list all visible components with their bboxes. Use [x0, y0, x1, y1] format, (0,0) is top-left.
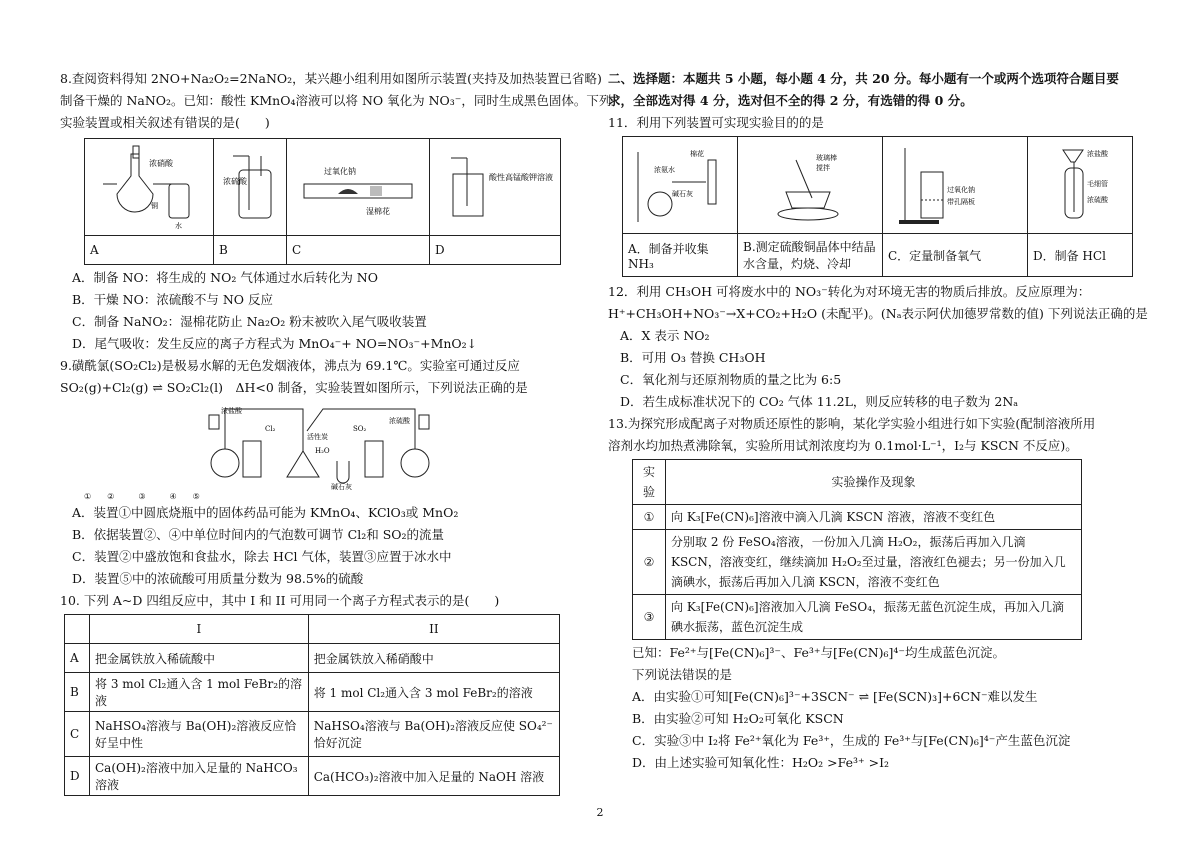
q10-head-ii: II	[308, 615, 559, 644]
q10-row-a-i: 把金属铁放入稀硫酸中	[90, 644, 309, 673]
q13-stem-line1: 13.为探究形成配离子对物质还原性的影响，某化学实验小组进行如下实验(配制溶液所用	[608, 416, 1096, 431]
q13-option-d: D．由上述实验可知氧化性：H₂O₂ >Fe³⁺ >I₂	[632, 755, 890, 770]
q11-cell-a: A．制备并收集 NH₃	[623, 234, 738, 277]
q13-head-exp: 实验	[633, 460, 666, 505]
q13-note: 已知：Fe²⁺与[Fe(CN)₆]³⁻、Fe³⁺与[Fe(CN)₆]⁴⁻均生成蓝色沉淀。	[632, 645, 1006, 660]
q10-row-b-ii: 将 1 mol Cl₂通入含 3 mol FeBr₂的溶液	[308, 673, 559, 712]
q11-label-porous-plate: 带孔隔板	[947, 198, 975, 206]
q12-stem-line1: 12．利用 CH₃OH 可将废水中的 NO₃⁻转化为对环境无害的物质后排放。反应原理为：	[608, 284, 1091, 299]
q8-apparatus-d	[430, 139, 561, 236]
q9-label-conc-hcl: 浓盐酸	[221, 407, 242, 415]
q8-option-d: D．尾气吸收：发生反应的离子方程式为 MnO₄⁻+ NO=NO₃⁻+MnO₂↓	[72, 336, 478, 351]
q10-row-d-ii: Ca(HCO₃)₂溶液中加入足量的 NaOH 溶液	[308, 757, 559, 796]
q13-row3-text: 向 K₃[Fe(CN)₆]溶液加入几滴 FeSO₄，振荡无蓝色沉淀生成，再加入几滴碘水振荡，蓝色沉淀生成	[666, 595, 1082, 640]
q9-device-numbers: ① ② ③ ④ ⑤	[84, 492, 200, 501]
q11-label-capillary: 毛细管	[1087, 180, 1108, 188]
table-row	[633, 530, 1082, 595]
q11-apparatus-table	[622, 136, 1133, 277]
table-row	[65, 757, 560, 796]
q11-label-conc-h2so4: 浓硫酸	[1087, 196, 1108, 204]
q10-row-b-label: B	[65, 673, 90, 712]
q9-label-cl2: Cl₂	[265, 425, 276, 433]
q11-cell-c: C．定量制备氧气	[883, 234, 1028, 277]
page-number: 2	[596, 806, 604, 819]
q8-label-wet-cotton: 湿棉花	[366, 207, 390, 216]
q10-row-a-ii: 把金属铁放入稀硝酸中	[308, 644, 559, 673]
q13-row2-num: ②	[633, 530, 666, 595]
table-row	[65, 712, 560, 757]
q8-label-cu: 铜	[151, 202, 158, 210]
q8-label-kmno4: 酸性高锰酸钾溶液	[489, 173, 553, 182]
table-row	[633, 505, 1082, 530]
q10-row-c-i: NaHSO₄溶液与 Ba(OH)₂溶液反应恰好呈中性	[90, 712, 309, 757]
q10-row-d-label: D	[65, 757, 90, 796]
q10-table	[64, 614, 560, 796]
q13-head-ops: 实验操作及现象	[666, 460, 1082, 505]
q8-option-a: A．制备 NO：将生成的 NO₂ 气体通过水后转化为 NO	[72, 270, 378, 285]
q11-apparatus-d	[1028, 137, 1133, 234]
q8-cell-c: C	[287, 236, 430, 265]
q10-row-a-label: A	[65, 644, 90, 673]
q12-option-b: B．可用 O₃ 替换 CH₃OH	[620, 350, 766, 365]
q10-head-blank	[65, 615, 90, 644]
q11-label-na2o2: 过氧化钠	[947, 186, 975, 194]
q11-apparatus-a	[623, 137, 738, 234]
q11-stem: 11．利用下列装置可实现实验目的的是	[608, 115, 824, 130]
q13-option-c: C．实验③中 I₂将 Fe²⁺氧化为 Fe³⁺，生成的 Fe³⁺与[Fe(CN)₆]⁴⁻产生蓝色沉淀	[632, 733, 1071, 748]
q11-label-ammonia: 浓氨水	[654, 166, 675, 174]
q9-label-soda-lime: 碱石灰	[331, 483, 352, 491]
q11-apparatus-b	[738, 137, 883, 234]
q9-option-a: A．装置①中圆底烧瓶中的固体药品可能为 KMnO₄、KClO₃或 MnO₂	[72, 505, 459, 520]
q13-row1-text: 向 K₃[Fe(CN)₆]溶液中滴入几滴 KSCN 溶液，溶液不变红色	[666, 505, 1082, 530]
q9-option-c: C．装置②中盛放饱和食盐水，除去 HCl 气体，装置③应置于冰水中	[72, 549, 452, 564]
q12-option-d: D．若生成标准状况下的 CO₂ 气体 11.2L，则反应转移的电子数为 2Nₐ	[620, 394, 1019, 409]
table-row	[65, 644, 560, 673]
q8-stem-line3: 实验装置或相关叙述有错误的是( )	[60, 115, 270, 130]
q13-row1-num: ①	[633, 505, 666, 530]
q8-apparatus-c	[287, 139, 430, 236]
q11-label-glass-rod: 玻璃棒	[816, 154, 837, 162]
table-row	[65, 673, 560, 712]
table-row	[633, 595, 1082, 640]
q8-label-na2o2: 过氧化钠	[324, 167, 356, 176]
right-column	[608, 68, 1148, 774]
q11-label-stir: 搅拌	[816, 164, 830, 172]
q8-label-water: 水	[175, 222, 182, 230]
q8-label-conc-nitric: 浓硝酸	[149, 159, 173, 168]
q13-option-a: A．由实验①可知[Fe(CN)₆]³⁻+3SCN⁻ ⇌ [Fe(SCN)₃]+6CN⁻难以发生	[632, 689, 1038, 704]
q11-apparatus-c	[883, 137, 1028, 234]
q12-option-a: A．X 表示 NO₂	[620, 328, 710, 343]
q8-option-c: C．制备 NaNO₂：湿棉花防止 Na₂O₂ 粉末被吹入尾气吸收装置	[72, 314, 427, 329]
q11-label-conc-hcl: 浓盐酸	[1087, 150, 1108, 158]
left-column	[60, 68, 612, 796]
q9-stem-line2: SO₂(g)+Cl₂(g) ⇌ SO₂Cl₂(l) ΔH<0 制备，实验装置如图所示，下列说法正确的是	[60, 380, 528, 395]
q8-cell-d: D	[430, 236, 561, 265]
q8-apparatus-b	[214, 139, 287, 236]
q12-stem-line2: H⁺+CH₃OH+NO₃⁻→X+CO₂+H₂O (未配平)。(Nₐ表示阿伏加德罗常数的值) 下列说法正确的是	[608, 306, 1148, 321]
q10-row-b-i: 将 3 mol Cl₂通入含 1 mol FeBr₂的溶液	[90, 673, 309, 712]
q8-stem-line2: 制备干燥的 NaNO₂。已知：酸性 KMnO₄溶液可以将 NO 氧化为 NO₃⁻，同时生成黑色固体。下列	[60, 93, 612, 108]
q8-cell-b: B	[214, 236, 287, 265]
q9-label-conc-h2so4: 浓硫酸	[389, 417, 410, 425]
q9-stem-line1: 9.磺酰氯(SO₂Cl₂)是极易水解的无色发烟液体，沸点为 69.1℃。实验室可通过反应	[60, 358, 520, 373]
section-2-line1: 二、选择题：本题共 5 小题，每小题 4 分，共 20 分。每小题有一个或两个选项符合题目要	[608, 71, 1119, 86]
q8-label-conc-sulfuric: 浓硫酸	[223, 177, 247, 186]
q9-option-d: D．装置⑤中的浓硫酸可用质量分数为 98.5%的硫酸	[72, 571, 364, 586]
q10-row-c-label: C	[65, 712, 90, 757]
q9-label-so2: SO₂	[353, 425, 367, 433]
q9-apparatus-diagram	[66, 401, 580, 502]
q11-cell-d: D．制备 HCl	[1028, 234, 1133, 277]
q8-stem-line1: 8.查阅资料得知 2NO+Na₂O₂=2NaNO₂，某兴趣小组利用如图所示装置(夹持及加热装置已省略)	[60, 71, 602, 86]
q10-row-d-i: Ca(OH)₂溶液中加入足量的 NaHCO₃溶液	[90, 757, 309, 796]
q8-apparatus-table	[84, 138, 561, 265]
q12-option-c: C．氧化剂与还原剂物质的量之比为 6:5	[620, 372, 842, 387]
q10-stem: 10. 下列 A~D 四组反应中，其中 I 和 II 可用同一个离子方程式表示的是( )	[60, 593, 500, 608]
q13-option-b: B．由实验②可知 H₂O₂可氧化 KSCN	[632, 711, 844, 726]
q8-cell-a: A	[85, 236, 214, 265]
q13-row2-text: 分别取 2 份 FeSO₄溶液，一份加入几滴 H₂O₂，振荡后再加入几滴 KSCN，溶液变红，继续滴加 H₂O₂至过量，溶液红色褪去；另一份加入几滴碘水，振荡后再加入几滴 KSCN，溶液不变红色	[666, 530, 1082, 595]
q11-label-soda-lime: 碱石灰	[672, 190, 693, 198]
q13-table	[632, 459, 1082, 640]
q13-row3-num: ③	[633, 595, 666, 640]
q11-label-cotton: 棉花	[690, 150, 704, 158]
q10-row-c-ii: NaHSO₄溶液与 Ba(OH)₂溶液反应使 SO₄²⁻恰好沉淀	[308, 712, 559, 757]
q8-option-b: B．干燥 NO：浓硫酸不与 NO 反应	[72, 292, 273, 307]
q13-stem-line2: 溶剂水均加热煮沸除氧，实验所用试剂浓度均为 0.1mol·L⁻¹，I₂与 KSCN 不反应)。	[608, 438, 1078, 453]
q9-label-carbon: 活性炭	[307, 433, 328, 441]
q10-head-i: I	[90, 615, 309, 644]
section-2-line2: 求，全部选对得 4 分，选对但不全的得 2 分，有选错的得 0 分。	[608, 93, 973, 108]
q11-cell-b: B.测定硫酸铜晶体中结晶水含量，灼烧、冷却	[738, 234, 883, 277]
q9-option-b: B．依据装置②、④中单位时间内的气泡数可调节 Cl₂和 SO₂的流量	[72, 527, 445, 542]
q8-apparatus-a	[85, 139, 214, 236]
q13-ask: 下列说法错误的是	[632, 667, 733, 682]
q9-label-h2o: H₂O	[315, 447, 330, 455]
